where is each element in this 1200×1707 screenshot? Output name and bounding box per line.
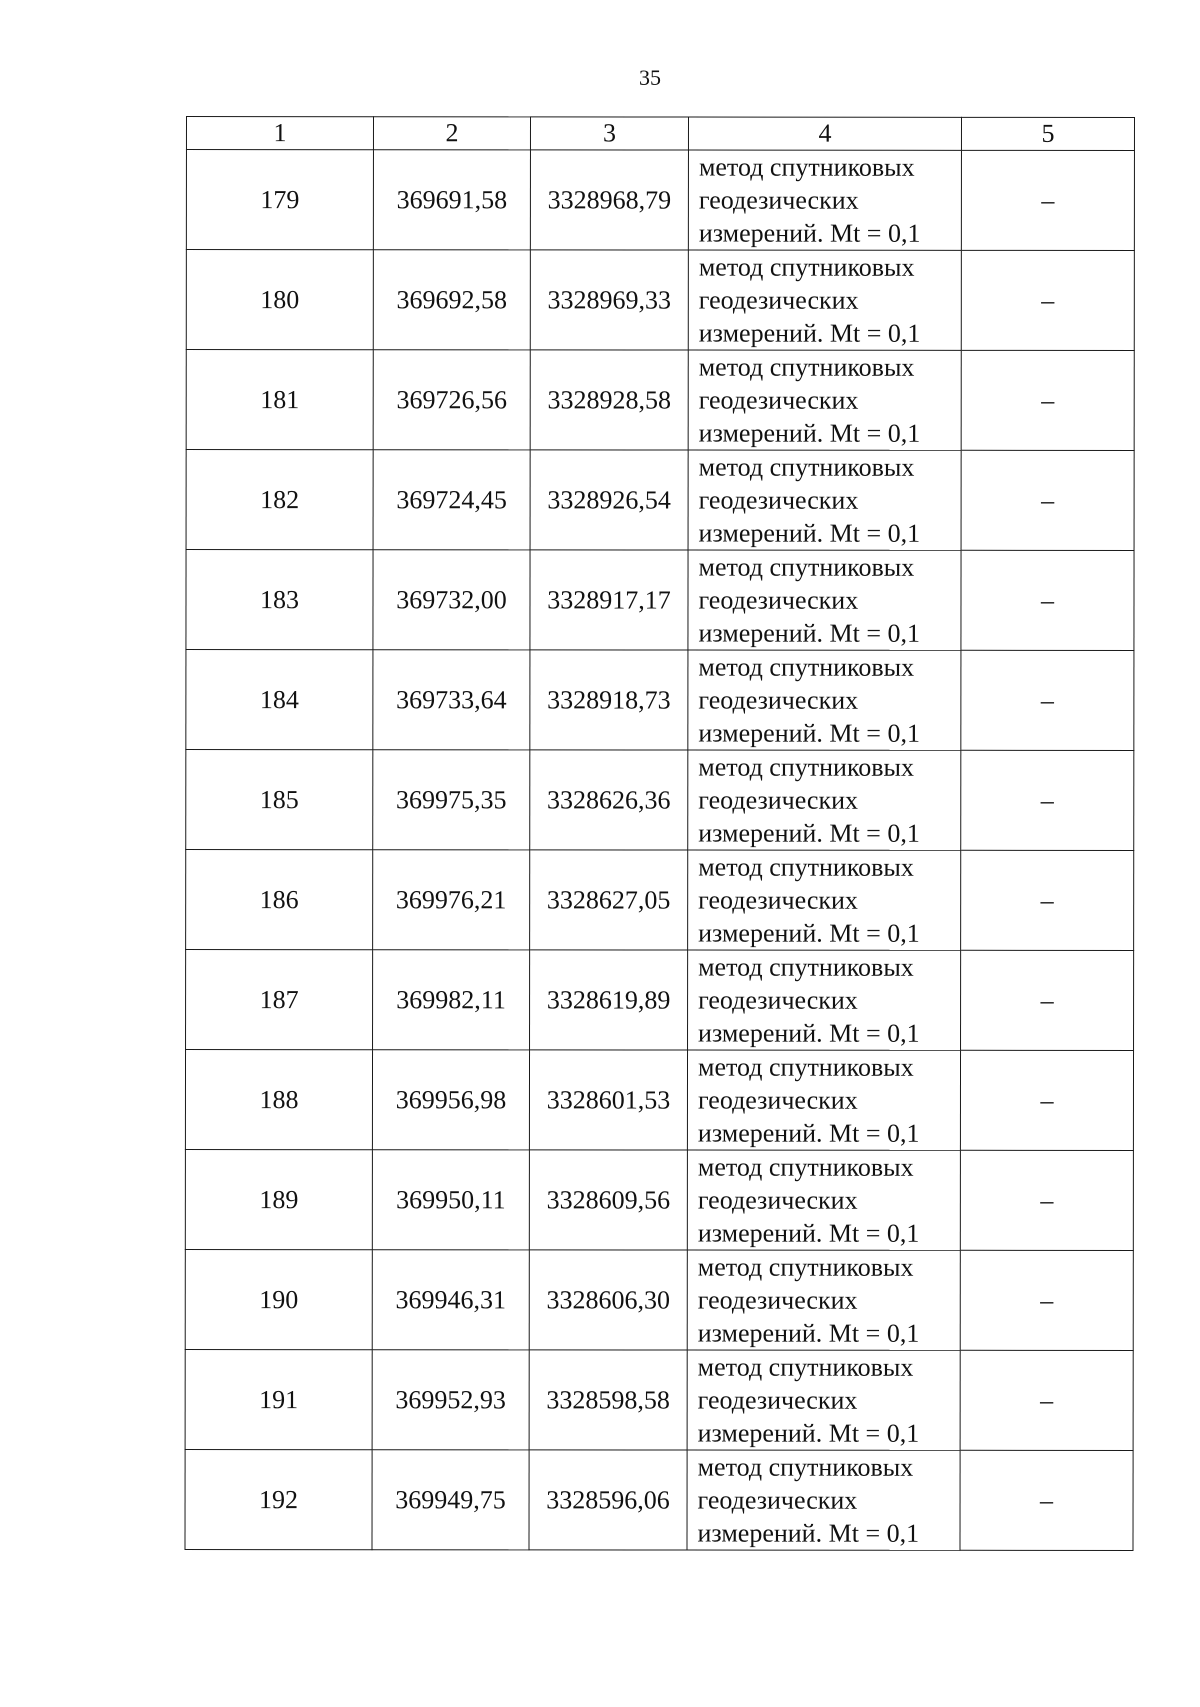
method-line-3: измерений. Mt = 0,1 [698,318,921,348]
method-cell [688,250,961,350]
method-line-2: геодезических [697,1385,858,1415]
header-col-5: 5 [961,117,1134,150]
method-line-3: измерений. Mt = 0,1 [698,718,920,748]
method-line-2: геодезических [697,1285,858,1315]
table-row [185,1249,1133,1350]
point-number-cell: 188 [185,1050,372,1150]
table-row [186,150,1134,251]
method-line-1: метод спутниковых [697,1052,914,1082]
point-number-cell: 189 [185,1150,372,1250]
method-cell [688,750,961,850]
y-coordinate-cell: 3328626,36 [530,750,688,850]
y-coordinate-cell: 3328619,89 [530,950,688,1050]
method-cell [688,650,961,750]
method-line-3: измерений. Mt = 0,1 [697,1218,920,1248]
description-cell: – [960,1050,1133,1150]
method-line-1: метод спутниковых [698,952,914,982]
description-cell: – [961,450,1134,550]
y-coordinate-cell: 3328609,56 [529,1150,687,1250]
method-line-3: измерений. Mt = 0,1 [698,618,921,648]
y-coordinate-cell: 3328928,58 [530,350,688,450]
description-cell: – [961,550,1134,650]
y-coordinate-cell: 3328598,58 [529,1350,687,1450]
header-col-3: 3 [530,117,688,150]
method-line-2: геодезических [697,1485,858,1515]
description-cell: – [961,250,1134,350]
point-number-cell: 192 [185,1449,372,1549]
method-line-2: геодезических [698,485,859,515]
point-number-cell: 186 [186,850,373,950]
method-line-1: метод спутниковых [698,852,914,882]
method-cell [688,850,961,950]
table-header-row [186,117,1134,151]
method-line-1: метод спутниковых [698,552,915,582]
x-coordinate-cell: 369949,75 [372,1450,529,1550]
description-cell: – [961,950,1134,1050]
method-cell [688,450,961,550]
table-row [185,1150,1133,1251]
point-number-cell: 181 [186,350,373,450]
method-cell [687,1450,960,1550]
table-row [186,350,1134,451]
method-line-2: геодезических [698,685,859,715]
method-line-2: геодезических [697,1085,858,1115]
x-coordinate-cell: 369956,98 [372,1050,529,1150]
method-line-1: метод спутниковых [697,1452,914,1482]
x-coordinate-cell: 369952,93 [372,1350,529,1450]
header-col-1: 1 [186,117,373,150]
y-coordinate-cell: 3328926,54 [530,450,688,550]
table-row [186,850,1134,951]
method-line-3: измерений. Mt = 0,1 [698,1018,920,1048]
description-cell: – [961,150,1134,250]
method-line-1: метод спутниковых [698,752,915,782]
method-line-1: метод спутниковых [698,152,915,182]
method-line-2: геодезических [698,385,859,415]
header-col-4: 4 [688,117,961,150]
table-row [186,250,1134,351]
point-number-cell: 190 [185,1249,372,1349]
table-body [185,150,1134,1551]
method-line-1: метод спутниковых [698,352,915,382]
header-col-2: 2 [373,117,530,150]
point-number-cell: 183 [186,550,373,650]
y-coordinate-cell: 3328969,33 [530,250,688,350]
method-cell [688,350,961,450]
method-line-2: геодезических [698,985,858,1015]
table-row [186,550,1134,651]
y-coordinate-cell: 3328917,17 [530,550,688,650]
method-cell [688,950,961,1050]
x-coordinate-cell: 369692,58 [373,250,530,350]
point-number-cell: 187 [186,950,373,1050]
method-line-2: геодезических [698,185,859,215]
table-row [185,1349,1133,1450]
x-coordinate-cell: 369732,00 [373,550,530,650]
table-row [186,950,1134,1051]
x-coordinate-cell: 369950,11 [372,1150,529,1250]
description-cell: – [960,1150,1133,1250]
y-coordinate-cell: 3328606,30 [529,1250,687,1350]
method-line-3: измерений. Mt = 0,1 [698,818,920,848]
description-cell: – [960,1450,1133,1550]
method-cell [688,150,961,250]
table-row [186,650,1134,751]
method-line-3: измерений. Mt = 0,1 [698,918,920,948]
y-coordinate-cell: 3328968,79 [530,150,688,250]
method-line-2: геодезических [698,885,858,915]
point-number-cell: 184 [186,650,373,750]
method-cell [688,550,961,650]
method-line-2: геодезических [698,785,859,815]
method-line-2: геодезических [698,285,859,315]
method-line-1: метод спутниковых [698,452,915,482]
y-coordinate-cell: 3328627,05 [530,850,688,950]
description-cell: – [961,850,1134,950]
point-number-cell: 179 [186,150,373,250]
x-coordinate-cell: 369976,21 [373,850,530,950]
method-cell [687,1350,960,1450]
x-coordinate-cell: 369724,45 [373,450,530,550]
x-coordinate-cell: 369733,64 [373,650,530,750]
point-number-cell: 191 [185,1349,372,1449]
table-row [185,1050,1133,1151]
description-cell: – [961,650,1134,750]
description-cell: – [960,1350,1133,1450]
method-line-1: метод спутниковых [697,1352,914,1382]
method-cell [687,1250,960,1350]
point-number-cell: 185 [186,750,373,850]
y-coordinate-cell: 3328601,53 [529,1050,687,1150]
table-row [186,750,1134,851]
method-cell [687,1150,960,1250]
method-line-1: метод спутниковых [697,1152,914,1182]
method-line-3: измерений. Mt = 0,1 [697,1518,920,1548]
description-cell: – [961,350,1134,450]
method-line-3: измерений. Mt = 0,1 [697,1418,920,1448]
description-cell: – [960,1250,1133,1350]
method-line-3: измерений. Mt = 0,1 [697,1318,920,1348]
method-line-2: геодезических [698,585,859,615]
table-row [186,450,1134,551]
method-line-1: метод спутниковых [697,1252,914,1282]
description-cell: – [961,750,1134,850]
method-line-1: метод спутниковых [698,252,915,282]
method-line-3: измерений. Mt = 0,1 [697,1118,920,1148]
x-coordinate-cell: 369975,35 [373,750,530,850]
y-coordinate-cell: 3328918,73 [530,650,688,750]
x-coordinate-cell: 369982,11 [373,950,530,1050]
point-number-cell: 180 [186,250,373,350]
page-number: 35 [639,65,661,90]
method-line-3: измерений. Mt = 0,1 [698,418,921,448]
x-coordinate-cell: 369726,56 [373,350,530,450]
table-row [185,1449,1133,1550]
method-line-1: метод спутниковых [698,652,915,682]
method-cell [687,1050,960,1150]
method-line-3: измерений. Mt = 0,1 [698,518,921,548]
coordinates-table [184,116,1135,1551]
y-coordinate-cell: 3328596,06 [529,1450,687,1550]
point-number-cell: 182 [186,450,373,550]
method-line-3: измерений. Mt = 0,1 [698,218,921,248]
x-coordinate-cell: 369946,31 [372,1250,529,1350]
x-coordinate-cell: 369691,58 [373,150,530,250]
method-line-2: геодезических [697,1185,858,1215]
